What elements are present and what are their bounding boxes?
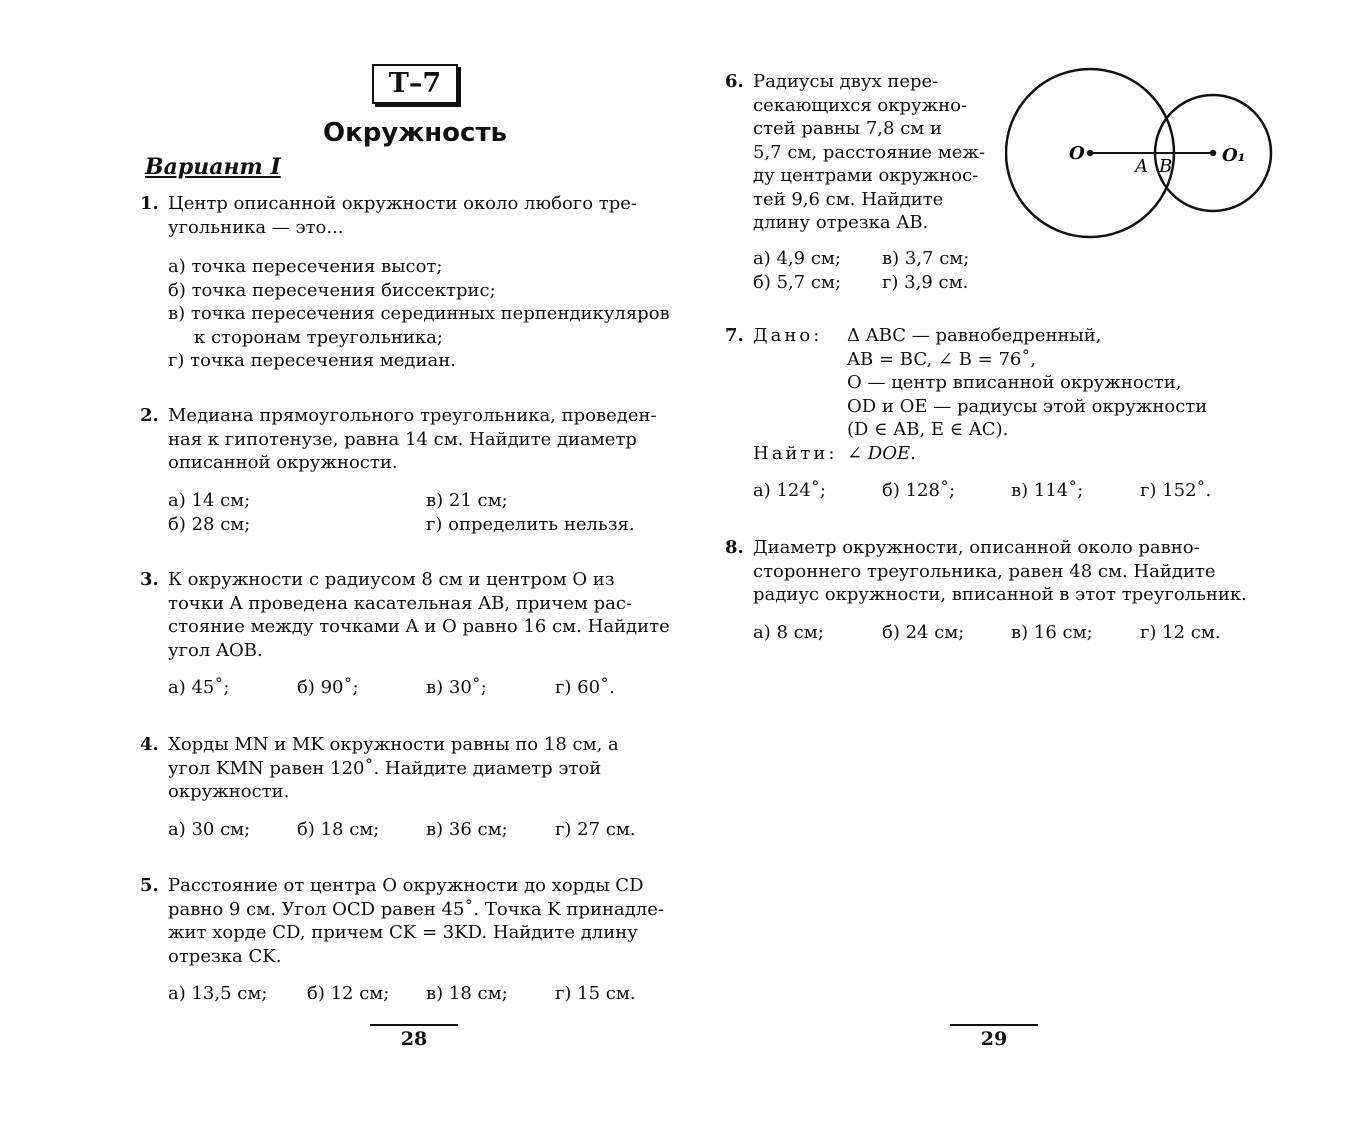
question-number: 3. bbox=[140, 569, 159, 590]
question-line: Расстояние от центра O окружности до хорды CD bbox=[168, 875, 644, 896]
answer-option: г) 152˚. bbox=[1140, 480, 1212, 501]
given-line: OD и OE — радиусы этой окружности bbox=[847, 395, 1208, 417]
question-number: 5. bbox=[140, 875, 159, 896]
question-3 bbox=[140, 568, 688, 700]
question-line: тей 9,6 см. Найдите bbox=[753, 188, 944, 210]
center-o1-point bbox=[1210, 150, 1216, 156]
page-number-rule bbox=[950, 1024, 1038, 1026]
answer-option: а) 45˚; bbox=[168, 677, 230, 698]
question-number: 2. bbox=[140, 405, 159, 426]
answer-option: в) 21 см; bbox=[426, 489, 508, 511]
center-o-point bbox=[1087, 150, 1093, 156]
answer-option: а) 14 см; bbox=[168, 489, 251, 511]
question-line: равно 9 см. Угол OCD равен 45˚. Точка K принадле- bbox=[168, 898, 664, 920]
answer-option: а) 30 см; bbox=[168, 818, 251, 840]
question-line: отрезка CK. bbox=[168, 945, 282, 967]
answer-option: б) точка пересечения биссектрис; bbox=[168, 279, 496, 301]
page-title: Окружность bbox=[323, 118, 507, 148]
answer-option: г) 15 см. bbox=[555, 983, 636, 1004]
label-o: O bbox=[1069, 143, 1085, 164]
question-number: 1. bbox=[140, 193, 159, 214]
question-6 bbox=[725, 70, 990, 295]
page-number bbox=[950, 1024, 1038, 1052]
answer-option: г) 60˚. bbox=[555, 677, 615, 698]
question-number: 6. bbox=[725, 71, 744, 92]
question-number: 8. bbox=[725, 537, 744, 558]
page-number bbox=[370, 1024, 458, 1052]
given-line: Δ ABC — равнобедренный, bbox=[847, 325, 1102, 346]
question-line: стей равны 7,8 см и bbox=[753, 118, 942, 139]
question-line: Диаметр окружности, описанной около равно- bbox=[753, 537, 1200, 558]
variant-heading: Вариант I bbox=[145, 154, 281, 180]
answer-option: г) 12 см. bbox=[1140, 621, 1221, 643]
answer-option: б) 90˚; bbox=[297, 677, 359, 698]
question-line: точки A проведена касательная AB, причем рас- bbox=[168, 592, 633, 614]
label-o1: O₁ bbox=[1222, 145, 1246, 166]
question-number: 4. bbox=[140, 734, 159, 755]
question-8 bbox=[725, 536, 1273, 645]
answer-option: г) точка пересечения медиан. bbox=[168, 350, 456, 371]
find-text: ∠ DOE. bbox=[847, 442, 916, 464]
question-line: угол KMN равен 120˚. Найдите диаметр этой bbox=[168, 757, 602, 779]
answer-options bbox=[753, 247, 990, 295]
answer-option: а) 4,9 см; bbox=[753, 247, 841, 269]
question-5 bbox=[140, 874, 688, 1006]
answer-options bbox=[168, 818, 688, 842]
question-line: Центр описанной окружности около любого тре- bbox=[168, 193, 637, 214]
question-line: угольника — это... bbox=[168, 216, 344, 238]
answer-option: в) 3,7 см; bbox=[882, 247, 970, 269]
answer-options bbox=[168, 676, 688, 700]
answer-option: в) 36 см; bbox=[426, 818, 508, 840]
label-a: A bbox=[1135, 156, 1148, 177]
question-line: ная к гипотенузе, равна 14 см. Найдите диаметр bbox=[168, 428, 637, 450]
question-line: Хорды MN и MK окружности равны по 18 см, а bbox=[168, 734, 619, 755]
answer-option: а) 124˚; bbox=[753, 480, 826, 501]
answer-options bbox=[168, 982, 688, 1006]
question-line: К окружности с радиусом 8 см и центром O из bbox=[168, 569, 615, 590]
answer-option: б) 12 см; bbox=[307, 983, 390, 1004]
answer-option: г) 3,9 см. bbox=[882, 271, 969, 293]
question-4 bbox=[140, 733, 688, 842]
question-line: стояние между точками A и O равно 16 см. Найдите bbox=[168, 616, 670, 637]
answer-option: б) 18 см; bbox=[297, 818, 380, 840]
answer-option: в) 30˚; bbox=[426, 677, 487, 698]
intersecting-circles-figure bbox=[1005, 62, 1280, 242]
test-label: Т–7 bbox=[372, 64, 458, 104]
left-page bbox=[140, 0, 700, 1141]
answer-option: а) 8 см; bbox=[753, 621, 824, 643]
answer-options bbox=[753, 621, 1273, 645]
given-line: (D ∈ AB, E ∈ AC). bbox=[847, 419, 1009, 440]
answer-option: к сторонам треугольника; bbox=[194, 326, 443, 348]
answer-option: г) 27 см. bbox=[555, 818, 636, 840]
question-line: секающихся окружно- bbox=[753, 94, 968, 116]
question-line: описанной окружности. bbox=[168, 452, 398, 473]
answer-option: б) 128˚; bbox=[882, 480, 956, 501]
answer-option: б) 24 см; bbox=[882, 621, 965, 643]
answer-option: г) определить нельзя. bbox=[426, 513, 635, 535]
question-line: Медиана прямоугольного треугольника, проведен- bbox=[168, 405, 657, 426]
question-line: 5,7 см, расстояние меж- bbox=[753, 141, 986, 163]
label-b: B bbox=[1159, 156, 1173, 177]
answer-options bbox=[168, 255, 688, 373]
answer-option: а) 13,5 см; bbox=[168, 983, 268, 1004]
given-line: AB = BC, ∠ B = 76˚, bbox=[847, 348, 1037, 370]
question-line: окружности. bbox=[168, 781, 290, 802]
answer-option: в) 114˚; bbox=[1011, 480, 1084, 501]
question-7 bbox=[725, 324, 1285, 503]
question-line: жит хорде CD, причем CK = 3KD. Найдите длину bbox=[168, 922, 638, 943]
question-line: стороннего треугольника, равен 48 см. Найдите bbox=[753, 560, 1216, 582]
answer-option: в) 18 см; bbox=[426, 983, 508, 1004]
find-label: Найти: bbox=[753, 442, 838, 464]
given-label: Дано: bbox=[753, 325, 823, 346]
question-number: 7. bbox=[725, 325, 744, 346]
question-1 bbox=[140, 192, 688, 373]
question-2 bbox=[140, 404, 688, 537]
answer-option: а) точка пересечения высот; bbox=[168, 256, 443, 277]
answer-option: б) 5,7 см; bbox=[753, 271, 842, 293]
question-line: угол AOB. bbox=[168, 639, 263, 661]
page-number-text: 29 bbox=[980, 1028, 1008, 1050]
given-line: O — центр вписанной окружности, bbox=[847, 372, 1182, 393]
answer-option: в) точка пересечения серединных перпендикуляров bbox=[168, 303, 670, 324]
page-number-rule bbox=[370, 1024, 458, 1026]
question-line: ду центрами окружнос- bbox=[753, 165, 979, 186]
answer-option: в) 16 см; bbox=[1011, 621, 1093, 643]
question-line: длину отрезка AB. bbox=[753, 212, 929, 233]
question-line: радиус окружности, вписанной в этот треугольник. bbox=[753, 584, 1247, 605]
answer-options bbox=[753, 479, 1285, 503]
question-line: Радиусы двух пере- bbox=[753, 71, 939, 92]
right-page bbox=[725, 0, 1285, 1141]
answer-options bbox=[168, 489, 688, 537]
page-number-text: 28 bbox=[400, 1028, 428, 1050]
answer-option: б) 28 см; bbox=[168, 513, 251, 535]
